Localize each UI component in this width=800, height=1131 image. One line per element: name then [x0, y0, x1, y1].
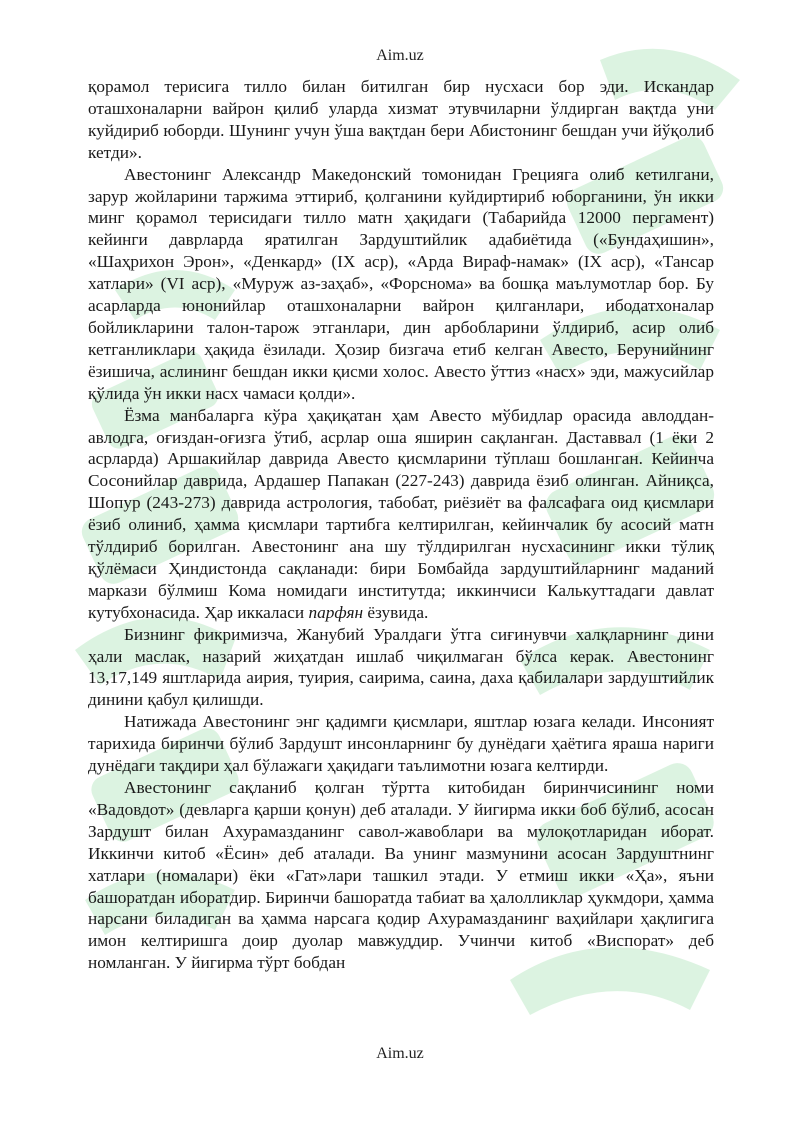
italic-term: парфян: [308, 602, 364, 622]
paragraph: Натижада Авестонинг энг қадимги қисмлари, яштлар юзага келади. Инсоният тарихида биринчи бўлиб Зардушт инсонларнинг бу дунёдаги ҳаётига яраша нариги дунёдаги тақдири ҳал бўлажаги ҳақидаги таълимотни юзага келтирди.: [88, 712, 714, 776]
paragraph: Авестонинг Александр Македонский томонидан Грецияга олиб кетилгани, зарур жойларини таржима эттириб, қолганини куйдиртириб юборганини, ўн икки минг қорамол терисидаги тилло матн ҳақидаги (Табарийда 12000 пергамент) кейинги даврларда яратилган Зардуштийлик адабиётида («Бундаҳишин», «Шаҳрихон Эрон», «Денкард» (IX аср), «Арда Вираф-намак» (IX аср), «Тансар хатлари» (VI аср), «Муруж аз-заҳаб», «Форснома» ва бошқа маълумотлар бор. Бу асарларда юнонийлар оташхоналарни вайрон қилганлари, ибодатхоналар бойликларини талон-тарож этганлари, дин арбобларини ўлдириб, асир олиб кетганликлари ҳақида ёзилади. Ҳозир бизгача етиб келган Авесто, Берунийнинг ёзишича, аслининг бешдан икки қисми холос. Авесто ўттиз «насх» эди, мажусийлар қўлида ўн икки насх чамаси қолди».: [88, 164, 714, 403]
paragraph-text: Ёзма манбаларга кўра ҳақиқатан ҳам Авесто мўбидлар орасида авлоддан-авлодга, оғиздан-оғизга ўтиб, асрлар оша яширин сақланган. Даставвал (1 ёки 2 асрларда) Аршакийлар даврида Авесто қисмларини тўплаш бошланган. Кейинча Сосонийлар даврида, Ардашер Папакан (227-243) даврида ёзиб олинган. Айниқса, Шопур (243-273) даврида астрология, табобат, риёзиёт ва фалсафага оид қисмлари ёзиб олиниб, ҳамма қисмлари тартибга келтирилган, кейинчалик бу асосий матн тўлдириб борилган. Авестонинг ана шу тўлдирилган нусхасининг икки тўлиқ қўлёмаси Ҳиндистонда сақланади: бири Бомбайда зардуштийларнинг маданий маркази бўлмиш Кома номидаги институтда; иккинчиси Калькуттадаги давлат кутубхонасида. Ҳар иккаласи: [88, 405, 714, 622]
page-header: Aim.uz: [376, 47, 424, 64]
paragraph: [88, 405, 714, 624]
paragraph: Бизнинг фикримизча, Жанубий Уралдаги ўтга сиғинувчи халқларнинг дини ҳали маслак, назарий жиҳатдан ишлаб чиқилмаган бўлса керак. Авестонинг 13,17,149 яштларида аирия, туирия, саирима, саина, даха қабилалари зардуштийлик динини қабул қилишди.: [88, 624, 714, 710]
paragraph-tail: ёзувида.: [363, 602, 429, 622]
document-body: [88, 76, 714, 974]
paragraph: Авестонинг сақланиб қолган тўртта китобидан биринчисининг номи «Вадовдот» (девларга қарши қонун) деб аталади. У йигирма икки боб бўлиб, асосан Зардушт билан Ахурамазданинг савол-жавоблари ва мулоқотларидан иборат. Иккинчи китоб «Ёсин» деб аталади. Ва унинг мазмунини асосан Зардуштнинг хатлари (номалари) ёки «Гат»лари ташкил этади. У етмиш икки «Ҳа», яъни башоратдан иборатдир. Биринчи башоратда табиат ва ҳалолликлар ҳукмдори, ҳамма нарсани биладиган ва ҳамма нарсага қодир Ахурамазданинг ваҳийлари ҳақлигига имон келтиришга доир дуолар мавжуддир. Учинчи китоб «Виспорат» деб номланган. У йигирма тўрт бобдан: [88, 778, 714, 973]
paragraph: қорамол терисига тилло билан битилган бир нусхаси бор эди. Искандар оташхоналарни вайрон қилиб уларда хизмат этувчиларни ўлдирган вақтда уни куйдириб юборди. Шунинг учун ўша вақтдан бери Абистонинг бешдан учи йўқолиб кетди».: [88, 77, 714, 162]
page-footer: Aim.uz: [376, 1045, 424, 1062]
